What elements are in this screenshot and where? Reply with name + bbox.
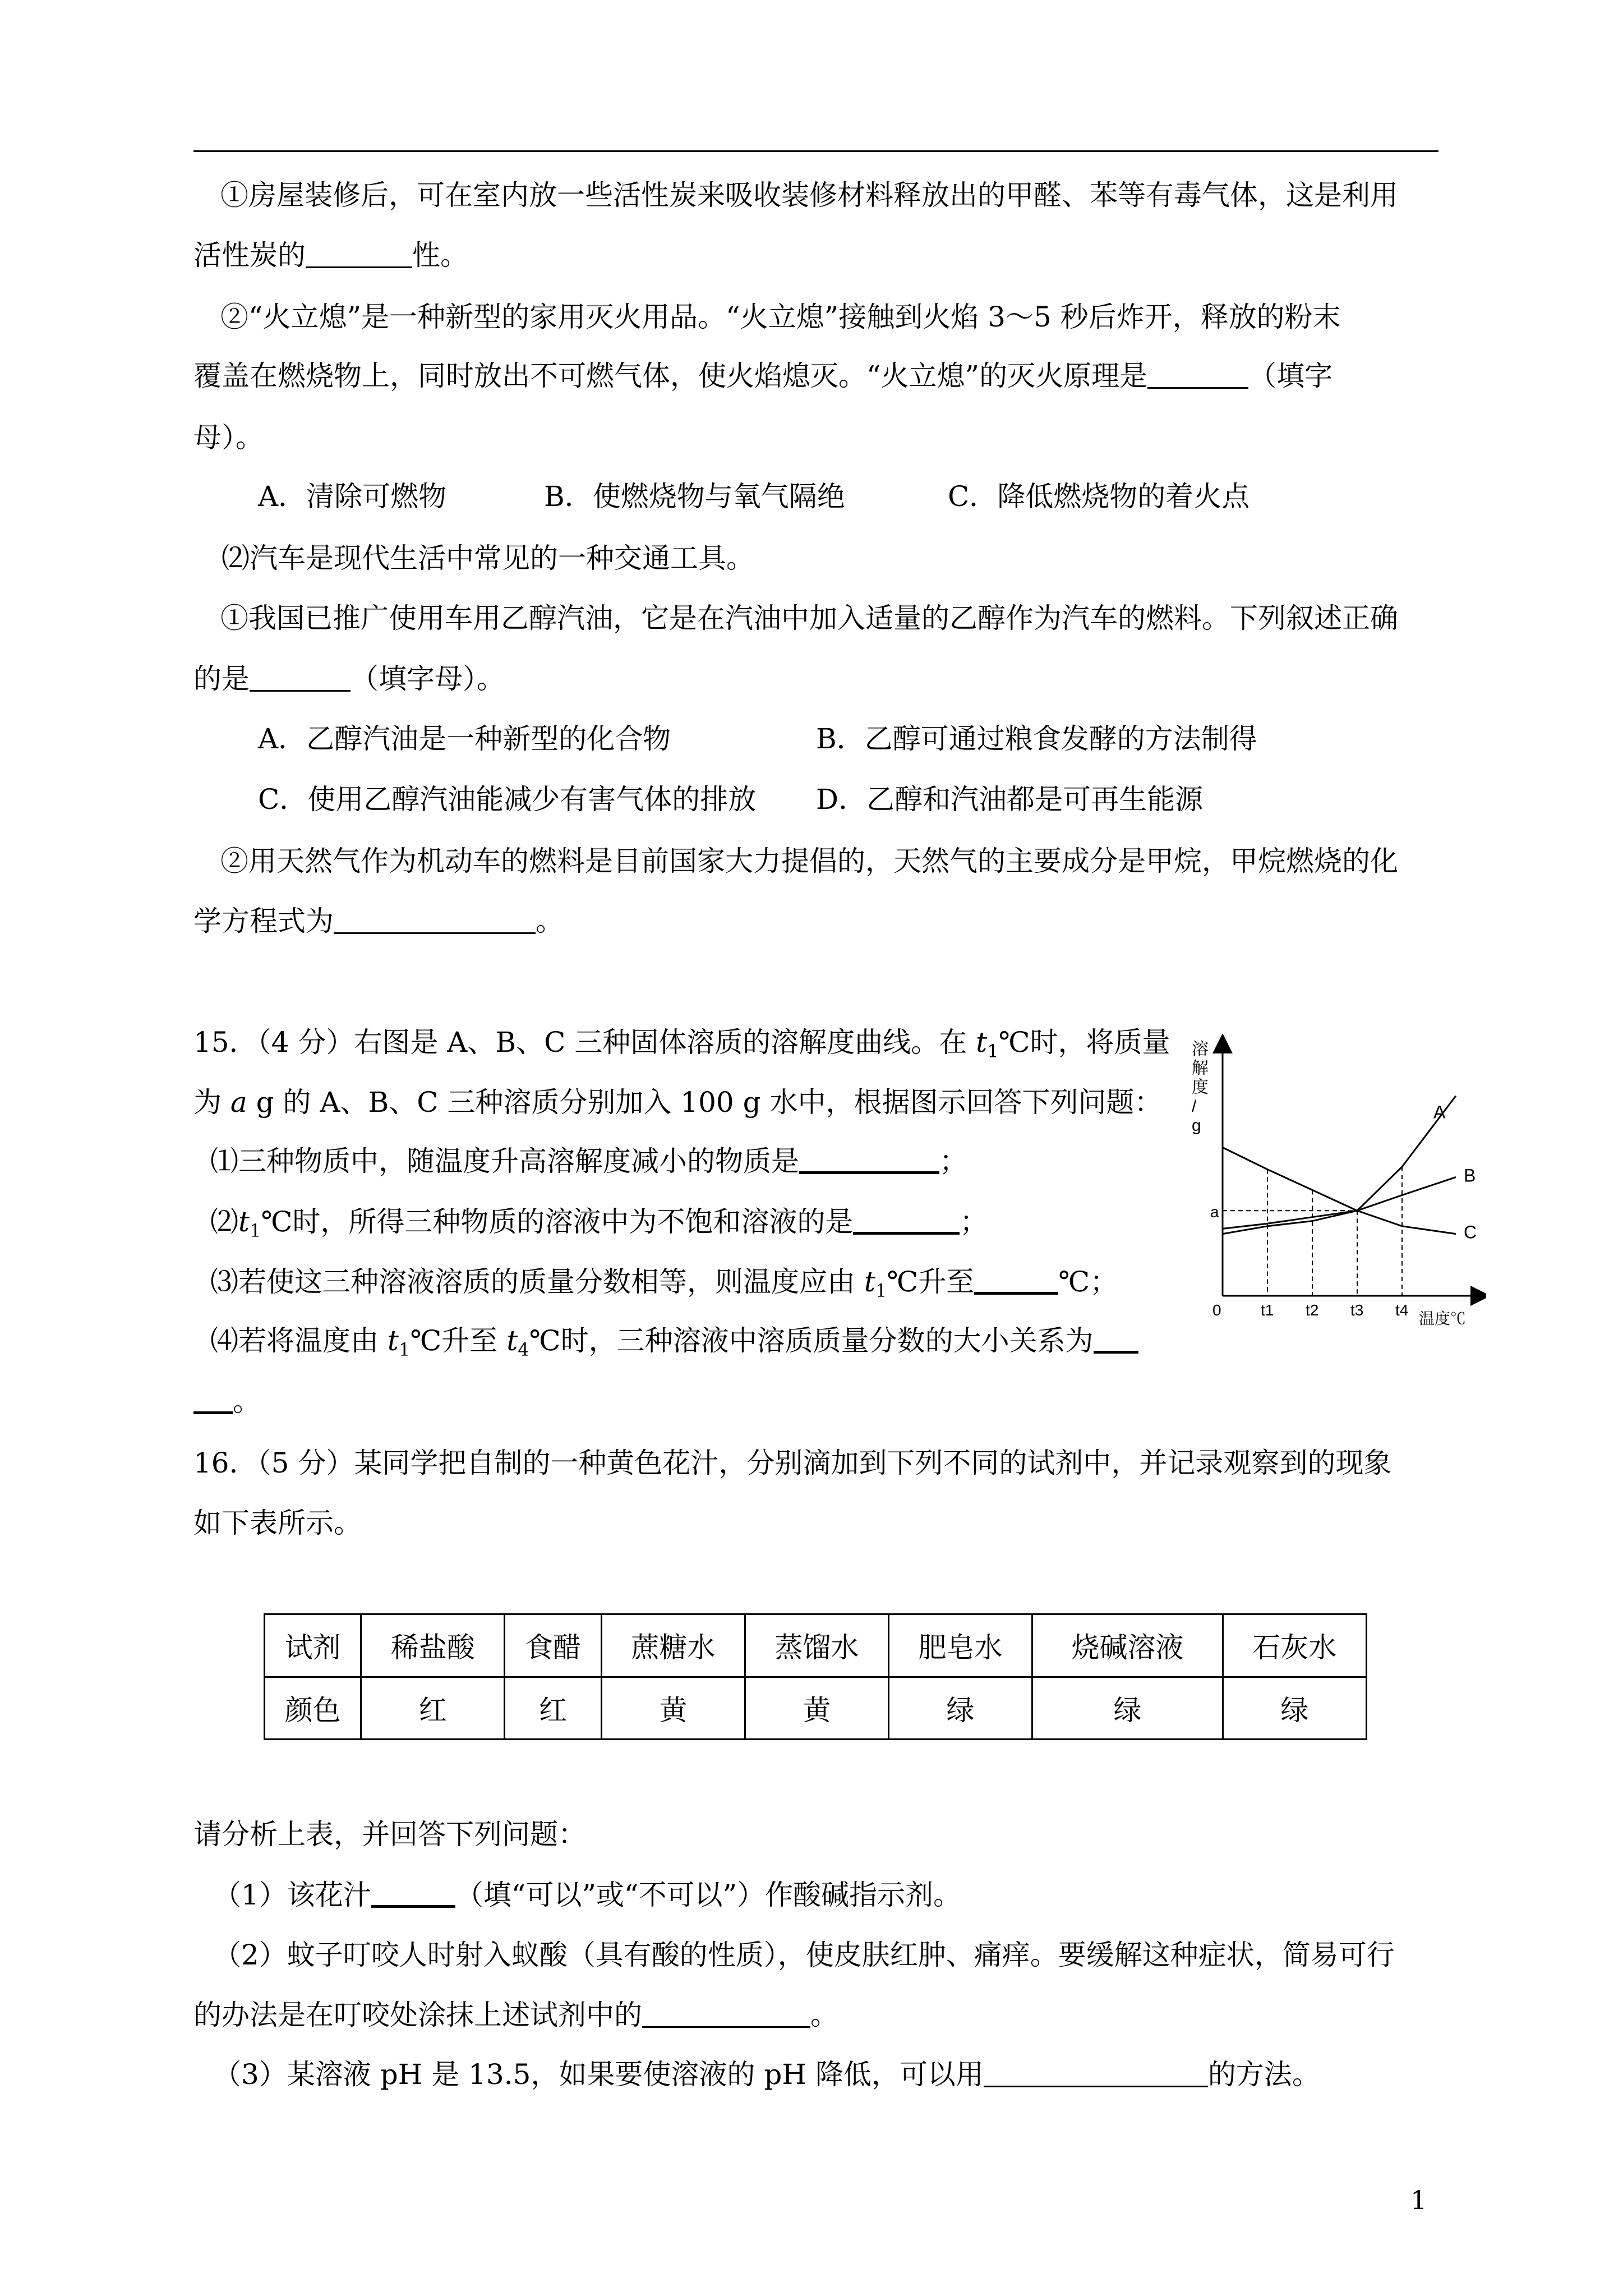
q15-item1: ⑴三种物质中，随温度升高溶解度减小的物质是 ； bbox=[210, 1145, 967, 1177]
blank bbox=[984, 2061, 1208, 2087]
blank bbox=[974, 1267, 1058, 1295]
solubility-chart bbox=[1172, 1032, 1486, 1346]
blank bbox=[371, 1880, 455, 1908]
curves bbox=[1223, 1096, 1477, 1243]
q14-p3-line1: ①我国已推广使用车用乙醇汽油，它是在汽油中加入适量的乙醇作为汽车的燃料。下列叙述正确 bbox=[220, 602, 1398, 634]
table-cell: 黄 bbox=[601, 1677, 745, 1740]
series-label-B: B bbox=[1464, 1165, 1476, 1186]
q14-p3-line2: 的是 （填字母）。 bbox=[193, 662, 505, 695]
q14-p1-line1: ①房屋装修后，可在室内放一些活性炭来吸收装修材料释放出的甲醛、苯等有毒气体，这是利用 bbox=[220, 179, 1398, 211]
q15-item3: ⑶若使这三种溶液溶质的质量分数相等，则温度应由 $t_1℃$升至 ℃； bbox=[210, 1266, 1118, 1301]
q14-option2-b: B．乙醇可通过粮食发酵的方法制得 bbox=[816, 723, 1257, 755]
table-cell: 石灰水 bbox=[1223, 1614, 1366, 1677]
x-tick-labels bbox=[1261, 1301, 1408, 1319]
series-label-A: A bbox=[1433, 1102, 1446, 1122]
q16-answer2-line1: （2）蚊子叮咬人时射入蚁酸（具有酸的性质），使皮肤红肿、痛痒。要缓解这种症状，简易可行 bbox=[213, 1939, 1395, 1971]
curve-C bbox=[1223, 1148, 1456, 1234]
table-cell: 烧碱溶液 bbox=[1032, 1614, 1223, 1677]
table-cell: 绿 bbox=[889, 1677, 1032, 1740]
reagent-color-table bbox=[264, 1613, 1367, 1740]
q15-item4: ⑷若将温度由 $t_1℃$升至 $t_4℃$时，三种溶液中溶质质量分数的大小关系为 bbox=[210, 1324, 1138, 1366]
q16-answer3: （3）某溶液 pH 是 13.5，如果要使溶液的 pH 降低，可以用 的方法。 bbox=[213, 2058, 1320, 2091]
table-row bbox=[265, 1677, 1367, 1740]
q15-item2: $⑵t_1℃$时，所得三种物质的溶液中为不饱和溶液的是 ； bbox=[210, 1205, 988, 1241]
q14-p1-line2: 活性炭的 性。 bbox=[193, 239, 468, 272]
blank bbox=[306, 242, 412, 268]
series-label-C: C bbox=[1464, 1222, 1477, 1243]
table-cell: 红 bbox=[361, 1677, 505, 1740]
q15-line2: 为 a g 的 A、B、C 三种溶质分别加入 100 g 水中，根据图示回答下列问题： bbox=[193, 1086, 1163, 1119]
blank bbox=[334, 908, 536, 934]
q14-p2-line2: 覆盖在燃烧物上，同时放出不可燃气体，使火焰熄灭。“火立熄”的灭火原理是 （填字 bbox=[193, 360, 1333, 392]
table-cell: 红 bbox=[505, 1677, 601, 1740]
guide-lines bbox=[1223, 1167, 1402, 1296]
a-mark-label: a bbox=[1210, 1203, 1219, 1221]
x-tick-t4: t4 bbox=[1395, 1301, 1409, 1319]
q14-option-b: B．使燃烧物与氧气隔绝 bbox=[544, 480, 845, 513]
q15-line1: 15．（4 分）右图是 A、B、C 三种固体溶质的溶解度曲线。在 $t_1℃$时，将质量 bbox=[193, 1026, 1170, 1062]
table-cell: 肥皂水 bbox=[889, 1614, 1032, 1677]
q14-p2-line3: 母）。 bbox=[193, 421, 264, 454]
q16-line1: 16．（5 分）某同学把自制的一种黄色花汁，分别滴加到下列不同的试剂中，并记录观察到的现象 bbox=[193, 1447, 1392, 1479]
table-cell: 蒸馏水 bbox=[745, 1614, 888, 1677]
q14-option-a: A．清除可燃物 bbox=[258, 480, 447, 513]
table-cell: 稀盐酸 bbox=[361, 1614, 505, 1677]
x-tick-t3: t3 bbox=[1350, 1301, 1364, 1319]
blank bbox=[642, 2001, 810, 2028]
blank bbox=[1147, 362, 1248, 389]
y-axis-label: 溶解度/ g bbox=[1192, 1040, 1209, 1135]
table-cell: 蔗糖水 bbox=[601, 1614, 745, 1677]
q16-ask: 请分析上表，并回答下列问题： bbox=[193, 1818, 586, 1851]
q14-option2-a: A．乙醇汽油是一种新型的化合物 bbox=[258, 723, 671, 755]
page-number: 1 bbox=[1410, 2185, 1427, 2215]
origin-label: 0 bbox=[1212, 1301, 1221, 1319]
q16-answer2-line2: 的办法是在叮咬处涂抹上述试剂中的 。 bbox=[193, 1999, 838, 2031]
table-cell: 颜色 bbox=[265, 1677, 361, 1740]
x-axis-label: 温度℃ bbox=[1419, 1310, 1467, 1327]
blank bbox=[853, 1207, 960, 1235]
table-cell: 绿 bbox=[1223, 1677, 1366, 1740]
q14-sub2: ⑵汽车是现代生活中常见的一种交通工具。 bbox=[222, 542, 754, 574]
table-cell: 黄 bbox=[745, 1677, 888, 1740]
q16-answer1: （1）该花汁 （填“可以”或“不可以”）作酸碱指示剂。 bbox=[213, 1879, 962, 1911]
q14-option2-c: C．使用乙醇汽油能减少有害气体的排放 bbox=[258, 783, 757, 816]
x-tick-t1: t1 bbox=[1261, 1301, 1274, 1319]
table-row bbox=[265, 1614, 1367, 1677]
table-cell: 绿 bbox=[1032, 1677, 1223, 1740]
header-rule bbox=[193, 150, 1438, 152]
blank bbox=[799, 1147, 939, 1174]
x-tick-t2: t2 bbox=[1306, 1301, 1319, 1319]
q16-line2: 如下表所示。 bbox=[193, 1507, 362, 1539]
q15-item4-end: 。 bbox=[193, 1384, 261, 1418]
table-cell: 食醋 bbox=[505, 1614, 601, 1677]
q14-option-c: C．降低燃烧物的着火点 bbox=[948, 480, 1250, 513]
q14-option2-d: D．乙醇和汽油都是可再生能源 bbox=[816, 783, 1204, 816]
blank bbox=[250, 665, 351, 692]
blank bbox=[1094, 1326, 1138, 1354]
blank bbox=[193, 1387, 233, 1414]
q14-p2-line1: ②“火立熄”是一种新型的家用灭火用品。“火立熄”接触到火焰 3～5 秒后炸开，释放的粉末 bbox=[220, 301, 1341, 333]
q14-p4-line1: ②用天然气作为机动车的燃料是目前国家大力提倡的，天然气的主要成分是甲烷，甲烷燃烧的化 bbox=[220, 845, 1398, 877]
q14-p4-line2: 学方程式为 。 bbox=[193, 905, 564, 937]
table-cell: 试剂 bbox=[265, 1614, 361, 1677]
